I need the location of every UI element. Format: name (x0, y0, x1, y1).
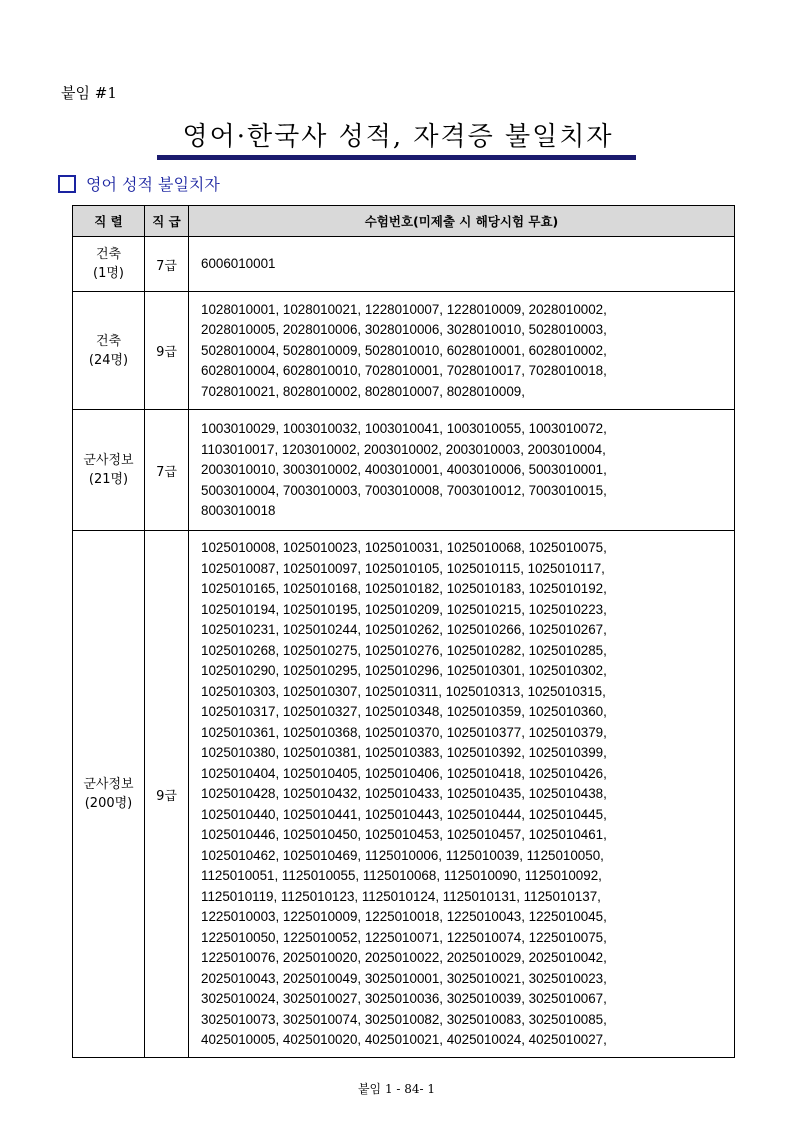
attachment-label: 붙임 #1 (61, 84, 117, 102)
header-grade: 직 급 (145, 206, 189, 237)
table-row (73, 531, 735, 1058)
position-count: (1명) (93, 266, 124, 281)
table-header-row (73, 206, 735, 237)
title-underline (157, 155, 636, 160)
position-name: 건축 (95, 333, 122, 349)
position-count: (200명) (84, 796, 133, 811)
grade-cell: 7급 (145, 237, 189, 292)
exam-numbers-cell: 1003010029, 1003010032, 1003010041, 1003010055, 1003010072, 1103010017, 1203010002, 2003010002, 2003010003, 2003010004, 2003010010, 3003010002, 4003010001, 4003010006, 5003010001, 5003010004, 7003010003, 7003010008, 7003010012, 7003010015, 8003010018 (189, 410, 735, 531)
grade-cell: 9급 (145, 531, 189, 1058)
position-count: (21명) (88, 472, 129, 487)
position-name: 건축 (95, 247, 122, 262)
table-row (73, 237, 735, 292)
exam-numbers-cell: 1025010008, 1025010023, 1025010031, 1025010068, 1025010075, 1025010087, 1025010097, 1025010105, 1025010115, 1025010117, 1025010165, 1025010168, 1025010182, 1025010183, 1025010192, 1025010194, 1025010195, 1025010209, 1025010215, 1025010223, 1025010231, 1025010244, 1025010262, 1025010266, 1025010267, 1025010268, 1025010275, 1025010276, 1025010282, 1025010285, 1025010290, 1025010295, 1025010296, 1025010301, 1025010302, 1025010303, 1025010307, 1025010311, 1025010313, 1025010315, 1025010317, 1025010327, 1025010348, 1025010359, 1025010360, 1025010361, 1025010368, 1025010370, 1025010377, 1025010379, 1025010380, 1025010381, 1025010383, 1025010392, 1025010399, 1025010404, 1025010405, 1025010406, 1025010418, 1025010426, 1025010428, 1025010432, 1025010433, 1025010435, 1025010438, 1025010440, 1025010441, 1025010443, 1025010444, 1025010445, 1025010446, 1025010450, 1025010453, 1025010457, 1025010461, 1025010462, 1025010469, 1125010006, 1125010039, 1125010050, 1125010051, 1125010055, 1125010068, 1125010090, 1125010092, 1125010119, 1125010123, 1125010124, 1125010131, 1125010137, 1225010003, 1225010009, 1225010018, 1225010043, 1225010045, 1225010050, 1225010052, 1225010071, 1225010074, 1225010075, 1225010076, 2025010020, 2025010022, 2025010029, 2025010042, 2025010043, 2025010049, 3025010001, 3025010021, 3025010023, 3025010024, 3025010027, 3025010036, 3025010039, 3025010067, 3025010073, 3025010074, 3025010082, 3025010083, 3025010085, 4025010005, 4025010020, 4025010021, 4025010024, 4025010027, (189, 531, 735, 1058)
header-exam-numbers: 수험번호(미제출 시 해당시험 무효) (189, 206, 735, 237)
header-position: 직 렬 (73, 206, 145, 237)
page-footer: 붙임 1 - 84- 1 (357, 1082, 436, 1096)
position-cell (73, 292, 145, 410)
position-cell (73, 531, 145, 1058)
grade-cell: 7급 (145, 410, 189, 531)
position-count: (24명) (88, 352, 129, 368)
position-cell (73, 410, 145, 531)
document-title: 영어·한국사 성적, 자격증 불일치자 (182, 122, 614, 152)
section-title: 영어 성적 불일치자 (86, 175, 220, 194)
position-cell (73, 237, 145, 292)
table-row (73, 410, 735, 531)
exam-numbers-cell: 6006010001 (189, 237, 735, 292)
exam-numbers-cell: 1028010001, 1028010021, 1228010007, 1228010009, 2028010002, 2028010005, 2028010006, 3028010006, 3028010010, 5028010003, 5028010004, 5028010009, 5028010010, 6028010001, 6028010002, 6028010004, 6028010010, 7028010001, 7028010017, 7028010018, 7028010021, 8028010002, 8028010007, 8028010009, (189, 292, 735, 410)
position-name: 군사정보 (83, 453, 134, 468)
checkbox-square-icon (58, 175, 76, 193)
table-row (73, 292, 735, 410)
grade-cell: 9급 (145, 292, 189, 410)
mismatch-table (72, 205, 735, 1058)
section-heading (58, 172, 220, 195)
position-name: 군사정보 (83, 777, 134, 792)
